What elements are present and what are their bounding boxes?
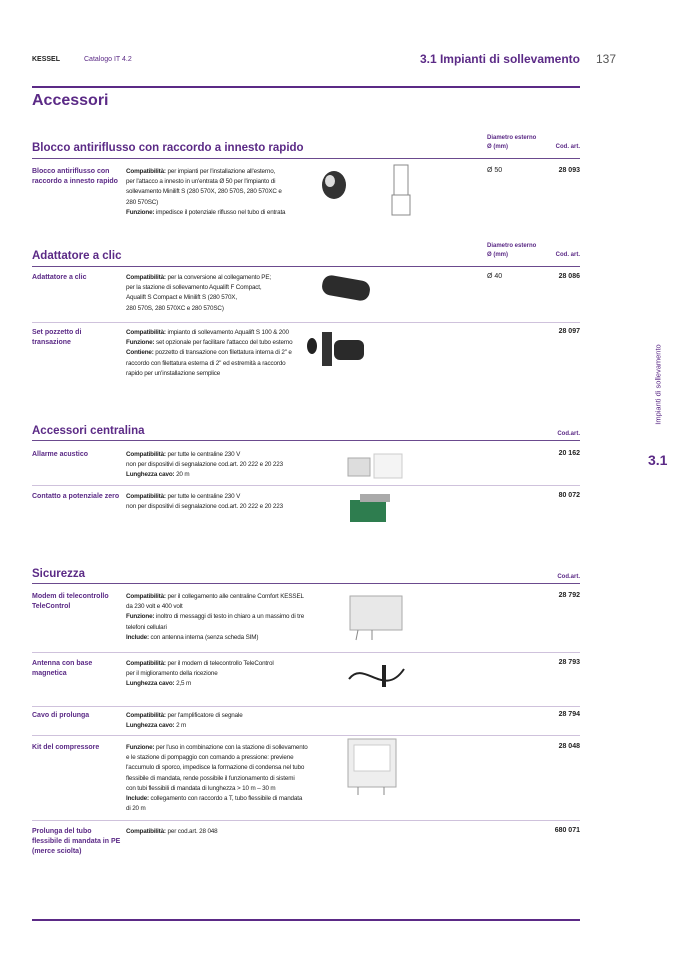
description-label: Funzione:: [126, 613, 155, 621]
column-header-diameter-unit: Ø (mm): [487, 144, 508, 150]
description-line: [126, 283, 271, 293]
side-tab-label: Impianti di sollevamento: [653, 344, 663, 425]
description-text: set opzionale per facilitare l'attacco del tubo esterno: [154, 339, 293, 347]
description-text: sollevamento Minilift S (280 570X, 280 570S, 280 570XC e: [126, 188, 282, 196]
description-label: Funzione:: [126, 208, 155, 216]
product-image: [344, 737, 404, 802]
description-text: 2 m: [174, 722, 187, 730]
product-description: [126, 328, 292, 379]
side-tab-number: 3.1: [648, 452, 668, 468]
description-line: [126, 208, 285, 218]
description-text: per la conversione al collegamento PE;: [165, 274, 271, 281]
page-number: 137: [596, 52, 617, 66]
article-code: 28 048: [558, 743, 580, 750]
description-line: [126, 711, 243, 721]
description-text: per l'attacco a innesto in un'entrata Ø 50 per l'impianto di: [126, 178, 276, 186]
description-text: impedisce il potenziale riflusso nel tubo di entrata: [154, 208, 286, 216]
product-name: Modem di telecontrollo TeleControl: [32, 593, 109, 610]
description-label: Funzione:: [126, 744, 155, 751]
description-label: Lunghezza cavo:: [126, 471, 175, 479]
description-line: [126, 359, 292, 369]
product-description: [126, 711, 243, 731]
column-header-diameter-label: Diametro esterno: [487, 135, 537, 141]
description-line: [126, 177, 285, 187]
description-text: non per dispositivi di segnalazione cod.art. 20 222 e 20 223: [126, 461, 283, 469]
description-line: [126, 167, 285, 177]
description-line: [126, 633, 304, 643]
description-line: [126, 369, 292, 379]
column-header-diameter: [487, 242, 536, 260]
section-divider: [32, 266, 580, 267]
row-divider: [32, 485, 580, 486]
description-text: per l'amplificatore di segnale: [165, 712, 243, 719]
description-line: [126, 592, 304, 602]
description-line: [126, 827, 218, 837]
description-label: Compatibilità:: [126, 593, 166, 600]
description-line: [126, 602, 304, 612]
description-text: con antenna interna (senza scheda SIM): [148, 633, 259, 641]
header-divider: [32, 86, 580, 88]
description-line: [126, 273, 271, 283]
description-line: [126, 328, 292, 338]
product-name: Cavo di prolunga: [32, 712, 90, 719]
description-text: 2,5 m: [174, 680, 192, 688]
description-line: [126, 492, 283, 502]
description-line: [126, 774, 308, 784]
description-label: Contiene:: [126, 349, 154, 357]
description-text: per il miglioramento della ricezione: [126, 670, 218, 678]
product-description: [126, 450, 283, 481]
section-divider: [32, 440, 580, 441]
product-image: [304, 328, 384, 383]
description-text: 20 m: [174, 471, 190, 479]
article-code: 20 162: [558, 450, 580, 457]
description-text: telefoni cellulari: [126, 623, 167, 631]
description-label: Funzione:: [126, 339, 155, 347]
description-line: [126, 304, 271, 314]
section-divider: [32, 583, 580, 584]
description-text: non per dispositivi di segnalazione cod.art. 20 222 e 20 223: [126, 503, 283, 511]
product-description: [126, 273, 271, 314]
description-label: Compatibilità:: [126, 168, 166, 175]
product-image: [318, 272, 378, 317]
description-label: Lunghezza cavo:: [126, 722, 175, 730]
description-text: di 20 m: [126, 805, 146, 813]
description-text: pozzetto di transazione con filettatura interna di 2" e: [153, 349, 292, 357]
product-image: [340, 492, 410, 532]
row-divider: [32, 652, 580, 653]
description-text: l'accumulo di sporco, impedisce la formazione di condensa nel tubo: [126, 764, 305, 772]
description-text: per cod.art. 28 048: [165, 828, 218, 835]
article-code: 28 794: [558, 711, 580, 718]
description-line: [126, 470, 283, 480]
section-title: Blocco antiriflusso con raccordo a innesto rapido: [32, 142, 304, 154]
section-title: Sicurezza: [32, 568, 86, 580]
description-line: [126, 198, 285, 208]
description-text: impianto di sollevamento Aqualift S 100 & 200: [165, 329, 289, 336]
description-text: per il collegamento alle centraline Comfort KESSEL: [165, 593, 304, 600]
footer-divider: [32, 919, 580, 921]
description-text: per la stazione di sollevamento Aqualift F Compact,: [126, 284, 262, 292]
description-text: e le stazione di pompaggio con comando a pressione: previene: [126, 754, 294, 762]
description-line: [126, 460, 283, 470]
product-name: Allarme acustico: [32, 451, 89, 458]
chapter-title: 3.1 Impianti di sollevamento: [419, 52, 580, 66]
product-image: [344, 659, 414, 704]
product-name: Set pozzetto di transazione: [32, 329, 82, 346]
description-line: [126, 612, 304, 622]
description-line: [126, 669, 274, 679]
description-label: Compatibilità:: [126, 451, 166, 458]
product-name: Kit del compressore: [32, 744, 100, 751]
description-line: [126, 753, 308, 763]
description-line: [126, 794, 308, 804]
description-line: [126, 502, 283, 512]
column-header-diameter-label: Diametro esterno: [487, 243, 537, 249]
row-divider: [32, 706, 580, 707]
description-line: [126, 721, 243, 731]
description-text: con tubi flessibili di mandata di lunghezza > 10 m – 30 m: [126, 784, 276, 792]
column-header-code: Cod.art.: [557, 431, 580, 437]
product-description: [126, 492, 283, 512]
article-code: 28 792: [558, 592, 580, 599]
product-image: [342, 592, 412, 647]
description-label: Include:: [126, 795, 149, 803]
description-line: [126, 763, 308, 773]
description-text: da 230 volt e 400 volt: [126, 603, 183, 611]
description-line: [126, 187, 285, 197]
catalog-label: Catalogo IT 4.2: [84, 56, 132, 63]
description-label: Compatibilità:: [126, 274, 166, 281]
description-line: [126, 784, 308, 794]
description-line: [126, 450, 283, 460]
section-divider: [32, 158, 580, 159]
section-title: Accessori centralina: [32, 425, 145, 437]
product-image: [340, 450, 410, 490]
article-code: 80 072: [558, 492, 580, 499]
description-text: rapido per un'installazione semplice: [126, 369, 221, 377]
product-name: Adattatore a clic: [32, 274, 87, 281]
description-label: Compatibilità:: [126, 493, 166, 500]
description-line: [126, 623, 304, 633]
row-divider: [32, 322, 580, 323]
row-divider: [32, 820, 580, 821]
row-divider: [32, 735, 580, 736]
diameter-value: Ø 40: [487, 273, 503, 280]
product-image: [316, 163, 436, 228]
diameter-value: Ø 50: [487, 167, 503, 174]
description-text: collegamento con raccordo a T, tubo flessibile di mandata: [148, 795, 303, 803]
description-line: [126, 348, 292, 358]
product-name: Antenna con base magnetica: [32, 660, 93, 677]
column-header-code: Cod. art.: [555, 252, 580, 258]
product-description: [126, 659, 274, 690]
column-header-diameter-unit: Ø (mm): [487, 252, 508, 258]
column-header-code: Cod.art.: [557, 574, 580, 580]
description-text: raccordo con filettatura esterna di 2" ed estremità a raccordo: [126, 359, 286, 367]
description-label: Compatibilità:: [126, 329, 166, 336]
description-text: per tutte le centraline 230 V: [165, 451, 241, 458]
description-text: per l'uso in combinazione con la stazione di sollevamento: [154, 744, 308, 751]
description-line: [126, 293, 271, 303]
brand-label: KESSEL: [32, 56, 61, 63]
description-label: Lunghezza cavo:: [126, 680, 175, 688]
description-text: per tutte le centraline 230 V: [165, 493, 241, 500]
description-text: 280 570SC): [126, 198, 159, 206]
product-name: Contatto a potenziale zero: [32, 493, 120, 500]
description-line: [126, 659, 274, 669]
product-description: [126, 167, 285, 218]
description-label: Compatibilità:: [126, 712, 166, 719]
description-text: per impianti per l'installazione all'esterno,: [165, 168, 276, 175]
description-line: [126, 679, 274, 689]
product-description: [126, 827, 218, 837]
description-text: flessibile di mandata, rende possibile il funzionamento di sistemi: [126, 774, 295, 782]
description-text: 280 570S, 280 570XC e 280 570SC): [126, 304, 224, 312]
section-title: Adattatore a clic: [32, 250, 122, 262]
description-label: Compatibilità:: [126, 828, 166, 835]
article-code: 680 071: [554, 827, 580, 834]
page-title: Accessori: [32, 92, 109, 109]
description-label: Compatibilità:: [126, 660, 166, 667]
description-text: per il modem di telecontrollo TeleControl: [165, 660, 274, 667]
description-text: Aqualift S Compact e Minilift S (280 570X,: [126, 294, 237, 302]
side-tab[interactable]: [650, 340, 664, 436]
article-code: 28 086: [558, 273, 580, 280]
article-code: 28 093: [558, 167, 580, 174]
description-line: [126, 338, 292, 348]
column-header-code: Cod. art.: [555, 144, 580, 150]
description-line: [126, 743, 308, 753]
description-label: Include:: [126, 633, 149, 641]
product-name: Prolunga del tubo flessibile di mandata in PE (merce sciolta): [32, 828, 121, 855]
product-name: Blocco antiriflusso con raccordo a innesto rapido: [32, 168, 118, 185]
column-header-diameter: [487, 134, 536, 152]
description-text: inoltro di messaggi di testo in chiaro a un massimo di tre: [154, 613, 305, 621]
article-code: 28 097: [558, 328, 580, 335]
product-description: [126, 592, 304, 643]
description-line: [126, 804, 308, 814]
article-code: 28 793: [558, 659, 580, 666]
product-description: [126, 743, 308, 814]
